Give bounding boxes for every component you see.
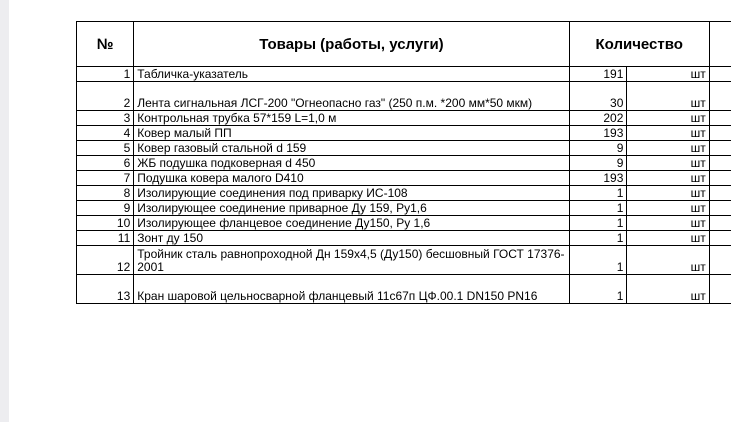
row-price	[709, 111, 731, 126]
row-item-name: Изолирующее соединение приварное Ду 159, Ру1,6	[134, 201, 569, 216]
row-unit: шт	[627, 82, 709, 111]
table-row	[77, 141, 731, 156]
row-number: 10	[77, 216, 134, 231]
table-row	[77, 246, 731, 275]
row-item-name: Тройник сталь равнопроходной Дн 159х4,5 (Ду150) бесшовный ГОСТ 17376-2001	[134, 246, 569, 275]
document-page	[9, 0, 731, 422]
row-price	[709, 275, 731, 304]
table-row	[77, 275, 731, 304]
row-unit: шт	[627, 111, 709, 126]
table-row	[77, 156, 731, 171]
row-price	[709, 67, 731, 82]
row-price	[709, 171, 731, 186]
row-unit: шт	[627, 231, 709, 246]
row-number: 3	[77, 111, 134, 126]
row-quantity: 1	[569, 231, 627, 246]
table-row	[77, 201, 731, 216]
row-item-name: Изолирующее фланцевое соединение Ду150, Ру 1,6	[134, 216, 569, 231]
row-item-name: Табличка-указатель	[134, 67, 569, 82]
row-quantity: 1	[569, 216, 627, 231]
goods-table	[76, 21, 731, 304]
header-quantity: Количество	[569, 22, 709, 67]
row-unit: шт	[627, 141, 709, 156]
header-goods: Товары (работы, услуги)	[134, 22, 569, 67]
row-number: 1	[77, 67, 134, 82]
row-quantity: 1	[569, 201, 627, 216]
row-number: 2	[77, 82, 134, 111]
table-header-row	[77, 22, 731, 67]
row-quantity: 1	[569, 186, 627, 201]
table-body	[77, 67, 731, 304]
row-number: 12	[77, 246, 134, 275]
row-quantity: 9	[569, 141, 627, 156]
row-number: 9	[77, 201, 134, 216]
row-number: 7	[77, 171, 134, 186]
row-quantity: 30	[569, 82, 627, 111]
row-number: 5	[77, 141, 134, 156]
row-price	[709, 126, 731, 141]
row-item-name: Зонт ду 150	[134, 231, 569, 246]
row-price	[709, 216, 731, 231]
row-item-name: Кран шаровой цельносварной фланцевый 11с67п ЦФ.00.1 DN150 PN16	[134, 275, 569, 304]
row-item-name: Ковер газовый стальной d 159	[134, 141, 569, 156]
row-unit: шт	[627, 156, 709, 171]
row-price	[709, 141, 731, 156]
row-price	[709, 246, 731, 275]
row-unit: шт	[627, 246, 709, 275]
table-row	[77, 67, 731, 82]
row-item-name: Подушка ковера малого D410	[134, 171, 569, 186]
row-quantity: 9	[569, 156, 627, 171]
row-quantity: 202	[569, 111, 627, 126]
table-row	[77, 216, 731, 231]
row-item-name: Лента сигнальная ЛСГ-200 "Огнеопасно газ" (250 п.м. *200 мм*50 мкм)	[134, 82, 569, 111]
row-unit: шт	[627, 171, 709, 186]
row-number: 4	[77, 126, 134, 141]
row-price	[709, 201, 731, 216]
table-row	[77, 171, 731, 186]
row-price	[709, 186, 731, 201]
row-quantity: 1	[569, 246, 627, 275]
row-quantity: 193	[569, 171, 627, 186]
table-row	[77, 186, 731, 201]
row-price	[709, 231, 731, 246]
row-price	[709, 156, 731, 171]
row-quantity: 191	[569, 67, 627, 82]
row-quantity: 193	[569, 126, 627, 141]
table-row	[77, 82, 731, 111]
header-num: №	[77, 22, 134, 67]
header-price	[709, 22, 731, 67]
table-row	[77, 231, 731, 246]
row-unit: шт	[627, 67, 709, 82]
row-number: 13	[77, 275, 134, 304]
row-number: 8	[77, 186, 134, 201]
row-unit: шт	[627, 275, 709, 304]
row-number: 6	[77, 156, 134, 171]
row-unit: шт	[627, 186, 709, 201]
row-number: 11	[77, 231, 134, 246]
row-unit: шт	[627, 216, 709, 231]
row-unit: шт	[627, 126, 709, 141]
row-quantity: 1	[569, 275, 627, 304]
table-row	[77, 126, 731, 141]
row-price	[709, 82, 731, 111]
row-item-name: ЖБ подушка подковерная d 450	[134, 156, 569, 171]
row-item-name: Изолирующие соединения под приварку ИС-108	[134, 186, 569, 201]
row-item-name: Ковер малый ПП	[134, 126, 569, 141]
row-item-name: Контрольная трубка 57*159 L=1,0 м	[134, 111, 569, 126]
row-unit: шт	[627, 201, 709, 216]
table-row	[77, 111, 731, 126]
